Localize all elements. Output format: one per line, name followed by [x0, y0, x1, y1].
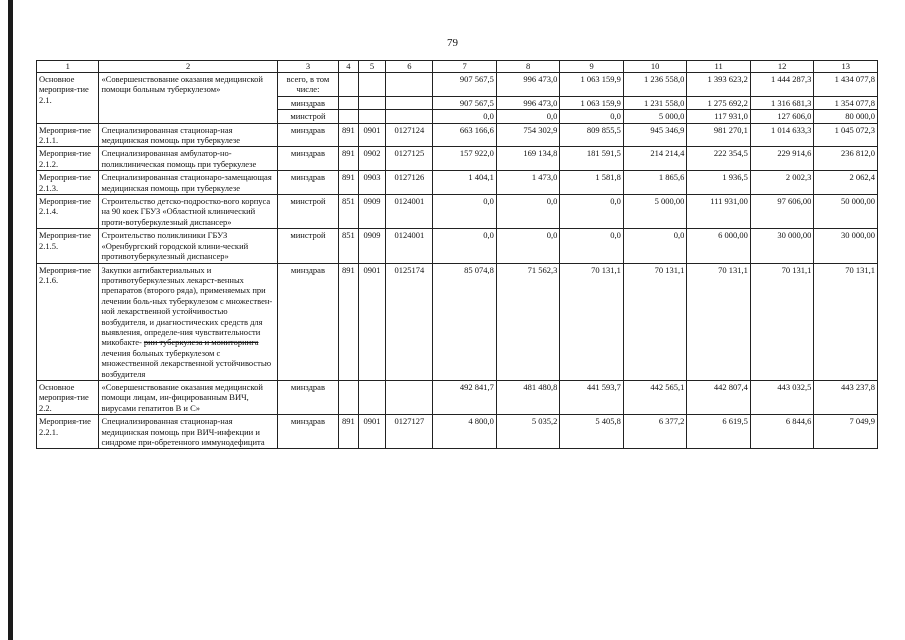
- column-header: 7: [433, 61, 497, 73]
- value-cell: 907 567,5: [433, 73, 497, 97]
- value-cell: 0,0: [496, 195, 560, 229]
- measure-name: Специализированная амбулатор-но-поликлиническая помощь при туберкулезе: [99, 147, 277, 171]
- measure-type: Основное мероприя-тие 2.1.: [37, 73, 99, 124]
- responsible: минздрав: [277, 147, 338, 171]
- value-cell: 1 434 077,8: [814, 73, 878, 97]
- code-cell: 0127127: [386, 415, 433, 449]
- value-cell: 70 131,1: [560, 263, 624, 380]
- code-cell: [358, 380, 386, 414]
- code-cell: 0909: [358, 229, 386, 263]
- value-cell: 85 074,8: [433, 263, 497, 380]
- table-row: [37, 171, 878, 195]
- value-cell: 70 131,1: [687, 263, 751, 380]
- value-cell: 1 063 159,9: [560, 96, 624, 109]
- measure-type: Мероприя-тие 2.1.3.: [37, 171, 99, 195]
- code-cell: [339, 110, 358, 123]
- value-cell: 5 035,2: [496, 415, 560, 449]
- code-cell: 851: [339, 195, 358, 229]
- code-cell: 0901: [358, 123, 386, 147]
- value-cell: 442 807,4: [687, 380, 751, 414]
- table-row: [37, 147, 878, 171]
- value-cell: 5 405,8: [560, 415, 624, 449]
- value-cell: 127 606,0: [750, 110, 814, 123]
- value-cell: 70 131,1: [814, 263, 878, 380]
- code-cell: [339, 96, 358, 109]
- code-cell: 0901: [358, 263, 386, 380]
- column-header: 12: [750, 61, 814, 73]
- value-cell: 4 800,0: [433, 415, 497, 449]
- measure-name: «Совершенствование оказания медицинской помощи больным туберкулезом»: [99, 73, 277, 124]
- page-number: 79: [447, 37, 458, 49]
- budget-table: [36, 60, 878, 449]
- measure-name: «Совершенствование оказания медицинской помощи лицам, ин-фицированным ВИЧ, вирусами гепатитов В и С»: [99, 380, 277, 414]
- value-cell: 0,0: [560, 110, 624, 123]
- struck-text: рии туберкулеза и мониторинга: [143, 337, 259, 348]
- page-left-border: [8, 0, 13, 640]
- value-cell: 1 236 558,0: [623, 73, 687, 97]
- code-cell: 0901: [358, 415, 386, 449]
- responsible: всего, в том числе:: [277, 73, 338, 97]
- measure-type: Мероприя-тие 2.1.1.: [37, 123, 99, 147]
- value-cell: 1 231 558,0: [623, 96, 687, 109]
- code-cell: 891: [339, 415, 358, 449]
- column-header: 6: [386, 61, 433, 73]
- value-cell: 6 844,6: [750, 415, 814, 449]
- value-cell: 0,0: [433, 229, 497, 263]
- code-cell: [358, 110, 386, 123]
- value-cell: 1 936,5: [687, 171, 751, 195]
- value-cell: 981 270,1: [687, 123, 751, 147]
- column-header: 1: [37, 61, 99, 73]
- value-cell: 2 002,3: [750, 171, 814, 195]
- value-cell: 996 473,0: [496, 96, 560, 109]
- responsible: минздрав: [277, 96, 338, 109]
- value-cell: 663 166,6: [433, 123, 497, 147]
- value-cell: 1 404,1: [433, 171, 497, 195]
- code-cell: [386, 110, 433, 123]
- value-cell: 229 914,6: [750, 147, 814, 171]
- value-cell: 7 049,9: [814, 415, 878, 449]
- value-cell: 0,0: [623, 229, 687, 263]
- value-cell: 0,0: [560, 229, 624, 263]
- value-cell: 0,0: [560, 195, 624, 229]
- value-cell: 181 591,5: [560, 147, 624, 171]
- code-cell: [339, 73, 358, 97]
- code-cell: [386, 96, 433, 109]
- code-cell: 0909: [358, 195, 386, 229]
- value-cell: 117 931,0: [687, 110, 751, 123]
- value-cell: 97 606,00: [750, 195, 814, 229]
- measure-name-part: лечения больных туберкулезом с множественной лекарственной устойчивостью возбудителя: [101, 347, 272, 379]
- value-cell: 1 444 287,3: [750, 73, 814, 97]
- value-cell: 70 131,1: [623, 263, 687, 380]
- code-cell: 0124001: [386, 229, 433, 263]
- measure-name: Специализированная стационар-ная медицинская помощь при туберкулезе: [99, 123, 277, 147]
- table-row: [37, 73, 878, 97]
- value-cell: 1 865,6: [623, 171, 687, 195]
- value-cell: 1 063 159,9: [560, 73, 624, 97]
- measure-name: Специализированная стационар-ная медицинская помощь при ВИЧ-инфекции и синдроме при-обретенного иммунодефицита: [99, 415, 277, 449]
- column-header: 13: [814, 61, 878, 73]
- value-cell: 80 000,0: [814, 110, 878, 123]
- measure-type: Мероприя-тие 2.1.4.: [37, 195, 99, 229]
- code-cell: 0124001: [386, 195, 433, 229]
- value-cell: 441 593,7: [560, 380, 624, 414]
- value-cell: 1 045 072,3: [814, 123, 878, 147]
- value-cell: 157 922,0: [433, 147, 497, 171]
- value-cell: 111 931,00: [687, 195, 751, 229]
- value-cell: 30 000,00: [750, 229, 814, 263]
- responsible: минздрав: [277, 380, 338, 414]
- column-header: 9: [560, 61, 624, 73]
- value-cell: 481 480,8: [496, 380, 560, 414]
- code-cell: [386, 380, 433, 414]
- table-row: [37, 195, 878, 229]
- value-cell: 754 302,9: [496, 123, 560, 147]
- value-cell: 809 855,5: [560, 123, 624, 147]
- value-cell: 0,0: [433, 195, 497, 229]
- value-cell: 0,0: [496, 229, 560, 263]
- code-cell: 891: [339, 147, 358, 171]
- column-header: 3: [277, 61, 338, 73]
- value-cell: 169 134,8: [496, 147, 560, 171]
- value-cell: 222 354,5: [687, 147, 751, 171]
- value-cell: 1 354 077,8: [814, 96, 878, 109]
- value-cell: 6 619,5: [687, 415, 751, 449]
- value-cell: 443 237,8: [814, 380, 878, 414]
- value-cell: 1 473,0: [496, 171, 560, 195]
- responsible: минздрав: [277, 123, 338, 147]
- value-cell: 70 131,1: [750, 263, 814, 380]
- value-cell: 0,0: [433, 110, 497, 123]
- value-cell: 1 316 681,3: [750, 96, 814, 109]
- measure-name: [99, 263, 277, 380]
- value-cell: 1 393 623,2: [687, 73, 751, 97]
- responsible: минстрой: [277, 229, 338, 263]
- value-cell: 71 562,3: [496, 263, 560, 380]
- value-cell: 6 377,2: [623, 415, 687, 449]
- table-row: [37, 380, 878, 414]
- code-cell: 0127124: [386, 123, 433, 147]
- column-header: 5: [358, 61, 386, 73]
- measure-type: Основное мероприя-тие 2.2.: [37, 380, 99, 414]
- measure-type: Мероприя-тие 2.1.2.: [37, 147, 99, 171]
- measure-name-part: Закупки антибактериальных и противотуберкулезных лекарст-венных препаратов (второго ряда), применяемых при лечении боль-ных туберкулезом с множествен-ной лекарственной устойчивостью возбудителя, и диагностических средств для выявления, определе-ния чувствительности микобакте-: [101, 264, 273, 348]
- code-cell: 891: [339, 263, 358, 380]
- responsible: минздрав: [277, 171, 338, 195]
- code-cell: 0127125: [386, 147, 433, 171]
- responsible: минстрой: [277, 110, 338, 123]
- responsible: минздрав: [277, 415, 338, 449]
- value-cell: 6 000,00: [687, 229, 751, 263]
- code-cell: 0903: [358, 171, 386, 195]
- table-row: [37, 123, 878, 147]
- value-cell: 5 000,00: [623, 195, 687, 229]
- code-cell: 891: [339, 123, 358, 147]
- measure-name: Строительство поликлиники ГБУЗ «Оренбургский городской клини-ческий противотуберкулезный диспансер»: [99, 229, 277, 263]
- code-cell: 0127126: [386, 171, 433, 195]
- code-cell: 851: [339, 229, 358, 263]
- value-cell: 492 841,7: [433, 380, 497, 414]
- column-header: 11: [687, 61, 751, 73]
- column-header: 2: [99, 61, 277, 73]
- value-cell: 945 346,9: [623, 123, 687, 147]
- responsible: минстрой: [277, 195, 338, 229]
- column-header: 8: [496, 61, 560, 73]
- value-cell: 50 000,00: [814, 195, 878, 229]
- table-row: [37, 415, 878, 449]
- measure-name: Строительство детско-подростко-вого корпуса на 90 коек ГБУЗ «Областной клинический проти-вотуберкулезный диспансер»: [99, 195, 277, 229]
- value-cell: 1 275 692,2: [687, 96, 751, 109]
- value-cell: 214 214,4: [623, 147, 687, 171]
- value-cell: 30 000,00: [814, 229, 878, 263]
- value-cell: 442 565,1: [623, 380, 687, 414]
- value-cell: 0,0: [496, 110, 560, 123]
- value-cell: 443 032,5: [750, 380, 814, 414]
- measure-type: Мероприя-тие 2.1.6.: [37, 263, 99, 380]
- value-cell: 5 000,0: [623, 110, 687, 123]
- code-cell: [358, 73, 386, 97]
- column-header: 10: [623, 61, 687, 73]
- code-cell: 891: [339, 171, 358, 195]
- value-cell: 1 014 633,3: [750, 123, 814, 147]
- table-row: [37, 229, 878, 263]
- header-row: [37, 61, 878, 73]
- code-cell: [386, 73, 433, 97]
- table-row: [37, 263, 878, 380]
- measure-type: Мероприя-тие 2.2.1.: [37, 415, 99, 449]
- column-header: 4: [339, 61, 358, 73]
- value-cell: 236 812,0: [814, 147, 878, 171]
- code-cell: [358, 96, 386, 109]
- code-cell: 0902: [358, 147, 386, 171]
- value-cell: 2 062,4: [814, 171, 878, 195]
- measure-type: Мероприя-тие 2.1.5.: [37, 229, 99, 263]
- responsible: минздрав: [277, 263, 338, 380]
- code-cell: [339, 380, 358, 414]
- measure-name: Специализированная стационаро-замещающая медицинская помощь при туберкулезе: [99, 171, 277, 195]
- value-cell: 1 581,8: [560, 171, 624, 195]
- value-cell: 907 567,5: [433, 96, 497, 109]
- code-cell: 0125174: [386, 263, 433, 380]
- value-cell: 996 473,0: [496, 73, 560, 97]
